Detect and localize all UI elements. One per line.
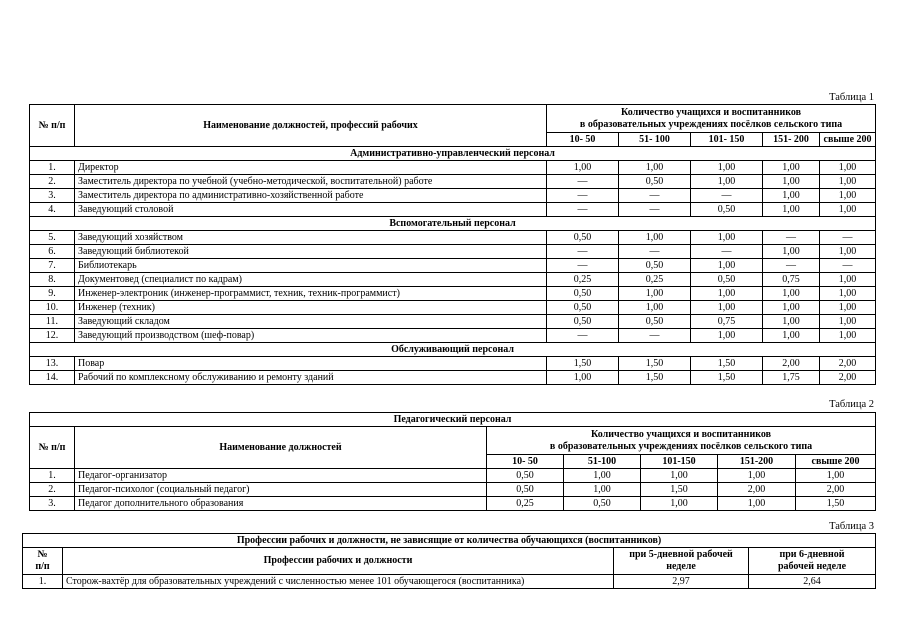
row-number: 2.: [30, 483, 75, 497]
table-row: [30, 315, 876, 329]
table-row: [30, 483, 876, 497]
row-number: 3.: [30, 189, 75, 203]
section-title: Обслуживающий персонал: [30, 343, 876, 357]
row-number: 12.: [30, 329, 75, 343]
staff-rate-cell: 1,00: [641, 497, 718, 511]
table2-header-num: № п/п: [30, 427, 75, 469]
position-name: Заместитель директора по административно-хозяйственной работе: [75, 189, 547, 203]
staff-rate-cell: 1,00: [691, 287, 763, 301]
row-number: 11.: [30, 315, 75, 329]
staff-rate-cell: 1,00: [691, 329, 763, 343]
position-name: Заведующий производством (шеф-повар): [75, 329, 547, 343]
staff-rate-cell: —: [547, 189, 619, 203]
staff-table-2: [29, 412, 876, 511]
staff-rate-cell: 1,00: [763, 329, 820, 343]
staff-rate-cell: 2,97: [614, 575, 749, 589]
row-number: 8.: [30, 273, 75, 287]
table-row: [30, 371, 876, 385]
staff-rate-cell: 1,00: [641, 469, 718, 483]
row-number: 1.: [30, 161, 75, 175]
table1-header-group: [547, 105, 876, 133]
table-row: [30, 245, 876, 259]
table3-num-line2: п/п: [35, 561, 50, 572]
staff-rate-cell: 1,50: [691, 371, 763, 385]
section-header-row: [30, 343, 876, 357]
staff-rate-cell: 0,75: [763, 273, 820, 287]
table2-group-line2: в образовательных учреждениях посёлков сельского типа: [549, 440, 813, 452]
staff-rate-cell: 1,00: [619, 231, 691, 245]
table-row: [30, 161, 876, 175]
staff-rate-cell: 1,00: [691, 161, 763, 175]
table1-header-name: Наименование должностей, профессий рабочих: [75, 105, 547, 147]
staff-rate-cell: —: [547, 245, 619, 259]
table1-range: свыше 200: [820, 133, 876, 147]
staff-rate-cell: —: [547, 175, 619, 189]
section-title: Административно-управленческий персонал: [30, 147, 876, 161]
table-row: [30, 357, 876, 371]
staff-rate-cell: 1,00: [763, 301, 820, 315]
staff-rate-cell: 0,50: [564, 497, 641, 511]
table2-range: 101-150: [641, 455, 718, 469]
row-number: 4.: [30, 203, 75, 217]
staff-rate-cell: —: [619, 189, 691, 203]
table3-header-5day: [614, 548, 749, 575]
table3-title: Профессии рабочих и должности, не зависящие от количества обучающихся (воспитанников): [23, 534, 876, 548]
staff-rate-cell: 1,00: [691, 231, 763, 245]
staff-rate-cell: 1,00: [796, 469, 876, 483]
staff-rate-cell: 1,00: [763, 161, 820, 175]
section-header-row: [30, 217, 876, 231]
row-number: 1.: [23, 575, 63, 589]
table2-header-name: Наименование должностей: [75, 427, 487, 469]
position-name: Документовед (специалист по кадрам): [75, 273, 547, 287]
table3-5day-line2: неделе: [666, 561, 696, 572]
staff-rate-cell: 1,00: [820, 175, 876, 189]
table3-header-6day: [749, 548, 876, 575]
table2-caption: Таблица 2: [829, 399, 874, 410]
staff-rate-cell: 1,00: [820, 203, 876, 217]
staff-rate-cell: —: [820, 231, 876, 245]
row-number: 7.: [30, 259, 75, 273]
table2-body: [30, 413, 876, 511]
staff-rate-cell: 0,50: [691, 273, 763, 287]
table-row: [30, 203, 876, 217]
staff-rate-cell: 1,00: [619, 287, 691, 301]
staff-rate-cell: 2,00: [763, 357, 820, 371]
position-name: Сторож-вахтёр для образовательных учреждений с численностью менее 101 обучающегося (воспитанника): [63, 575, 614, 589]
staff-rate-cell: —: [547, 329, 619, 343]
table-row: [30, 189, 876, 203]
row-number: 9.: [30, 287, 75, 301]
position-name: Директор: [75, 161, 547, 175]
section-header-row: [30, 147, 876, 161]
staff-rate-cell: 2,00: [820, 371, 876, 385]
staff-rate-cell: —: [763, 259, 820, 273]
staff-rate-cell: 1,00: [763, 315, 820, 329]
staff-rate-cell: —: [547, 259, 619, 273]
staff-rate-cell: 1,00: [820, 245, 876, 259]
staff-table-1: [29, 104, 876, 385]
table3-5day-line1: при 5-дневной рабочей: [629, 549, 733, 560]
table1-caption: Таблица 1: [829, 92, 874, 103]
staff-rate-cell: 2,00: [796, 483, 876, 497]
staff-rate-cell: 2,00: [820, 357, 876, 371]
staff-rate-cell: 1,00: [619, 161, 691, 175]
table-row: [30, 469, 876, 483]
table1-range: 51- 100: [619, 133, 691, 147]
staff-rate-cell: 0,50: [547, 287, 619, 301]
table2-group-line1: Количество учащихся и воспитанников: [591, 428, 771, 440]
staff-rate-cell: 1,00: [820, 329, 876, 343]
table-row: [30, 329, 876, 343]
staff-rate-cell: 1,50: [547, 357, 619, 371]
position-name: Инженер-электроник (инженер-программист, техник, техник-программист): [75, 287, 547, 301]
row-number: 1.: [30, 469, 75, 483]
table1-body: [30, 105, 876, 385]
table3-6day-line1: при 6-дневной: [779, 549, 845, 560]
staff-rate-cell: 1,00: [564, 483, 641, 497]
table-row: [30, 287, 876, 301]
staff-rate-cell: 1,50: [619, 371, 691, 385]
position-name: Заведующий библиотекой: [75, 245, 547, 259]
table-row: [23, 575, 876, 589]
staff-rate-cell: 0,50: [487, 483, 564, 497]
staff-rate-cell: 1,50: [619, 357, 691, 371]
position-name: Заместитель директора по учебной (учебно-методической, воспитательной) работе: [75, 175, 547, 189]
table2-header-group: [487, 427, 876, 455]
row-number: 5.: [30, 231, 75, 245]
staff-rate-cell: 0,50: [619, 175, 691, 189]
position-name: Заведующий складом: [75, 315, 547, 329]
staff-rate-cell: 1,00: [820, 301, 876, 315]
table1-range: 10- 50: [547, 133, 619, 147]
staff-rate-cell: 0,25: [619, 273, 691, 287]
position-name: Библиотекарь: [75, 259, 547, 273]
staff-rate-cell: —: [763, 231, 820, 245]
staff-table-3: [22, 533, 876, 589]
table3-6day-line2: рабочей неделе: [777, 561, 847, 572]
table-row: [30, 175, 876, 189]
staff-rate-cell: 0,50: [487, 469, 564, 483]
staff-rate-cell: 0,50: [547, 315, 619, 329]
staff-rate-cell: 2,00: [718, 483, 796, 497]
staff-rate-cell: 1,00: [564, 469, 641, 483]
table-row: [30, 301, 876, 315]
staff-rate-cell: —: [547, 203, 619, 217]
staff-rate-cell: 0,50: [547, 301, 619, 315]
table1-group-line2: в образовательных учреждениях посёлков сельского типа: [579, 118, 843, 130]
staff-rate-cell: —: [619, 203, 691, 217]
table3-caption: Таблица 3: [829, 521, 874, 532]
position-name: Повар: [75, 357, 547, 371]
staff-rate-cell: 0,25: [547, 273, 619, 287]
table1-header-num: № п/п: [30, 105, 75, 147]
table3-header-num: [23, 548, 63, 575]
staff-rate-cell: 1,00: [547, 371, 619, 385]
staff-rate-cell: 1,00: [718, 497, 796, 511]
position-name: Педагог-организатор: [75, 469, 487, 483]
staff-rate-cell: 2,64: [749, 575, 876, 589]
row-number: 14.: [30, 371, 75, 385]
table-row: [30, 259, 876, 273]
staff-rate-cell: 1,00: [691, 259, 763, 273]
position-name: Инженер (техник): [75, 301, 547, 315]
table2-range: 151-200: [718, 455, 796, 469]
table-row: [30, 497, 876, 511]
table2-range: 10- 50: [487, 455, 564, 469]
staff-rate-cell: 0,75: [691, 315, 763, 329]
staff-rate-cell: 1,00: [763, 203, 820, 217]
position-name: Заведующий хозяйством: [75, 231, 547, 245]
staff-rate-cell: 1,00: [691, 301, 763, 315]
staff-rate-cell: 1,50: [641, 483, 718, 497]
table2-title: Педагогический персонал: [30, 413, 876, 427]
staff-rate-cell: 1,00: [763, 245, 820, 259]
staff-rate-cell: 1,00: [547, 161, 619, 175]
staff-rate-cell: —: [691, 245, 763, 259]
staff-rate-cell: 1,75: [763, 371, 820, 385]
staff-rate-cell: 1,50: [796, 497, 876, 511]
table-row: [30, 231, 876, 245]
position-name: Заведующий столовой: [75, 203, 547, 217]
staff-rate-cell: 0,25: [487, 497, 564, 511]
staff-rate-cell: 0,50: [547, 231, 619, 245]
row-number: 2.: [30, 175, 75, 189]
table2-range: свыше 200: [796, 455, 876, 469]
table-row: [30, 273, 876, 287]
position-name: Педагог-психолог (социальный педагог): [75, 483, 487, 497]
staff-rate-cell: —: [619, 329, 691, 343]
row-number: 10.: [30, 301, 75, 315]
staff-rate-cell: 0,50: [691, 203, 763, 217]
staff-rate-cell: 0,50: [619, 315, 691, 329]
staff-rate-cell: 1,00: [820, 189, 876, 203]
row-number: 6.: [30, 245, 75, 259]
staff-rate-cell: 1,00: [763, 287, 820, 301]
row-number: 3.: [30, 497, 75, 511]
section-title: Вспомогательный персонал: [30, 217, 876, 231]
staff-rate-cell: —: [619, 245, 691, 259]
staff-rate-cell: 1,00: [718, 469, 796, 483]
table1-group-line1: Количество учащихся и воспитанников: [621, 106, 801, 118]
table3-body: [23, 534, 876, 589]
table1-range: 151- 200: [763, 133, 820, 147]
staff-rate-cell: 1,00: [763, 175, 820, 189]
table3-num-line1: №: [37, 549, 48, 560]
staff-rate-cell: 1,00: [820, 315, 876, 329]
position-name: Рабочий по комплексному обслуживанию и ремонту зданий: [75, 371, 547, 385]
staff-rate-cell: 1,00: [820, 273, 876, 287]
staff-rate-cell: 1,00: [820, 287, 876, 301]
row-number: 13.: [30, 357, 75, 371]
table3-header-name: Профессии рабочих и должности: [63, 548, 614, 575]
staff-rate-cell: 1,00: [763, 189, 820, 203]
staff-rate-cell: 0,50: [619, 259, 691, 273]
staff-rate-cell: 1,00: [619, 301, 691, 315]
position-name: Педагог дополнительного образования: [75, 497, 487, 511]
staff-rate-cell: 1,50: [691, 357, 763, 371]
staff-rate-cell: —: [691, 189, 763, 203]
table2-range: 51-100: [564, 455, 641, 469]
staff-rate-cell: —: [820, 259, 876, 273]
staff-rate-cell: 1,00: [691, 175, 763, 189]
table1-range: 101- 150: [691, 133, 763, 147]
staff-rate-cell: 1,00: [820, 161, 876, 175]
